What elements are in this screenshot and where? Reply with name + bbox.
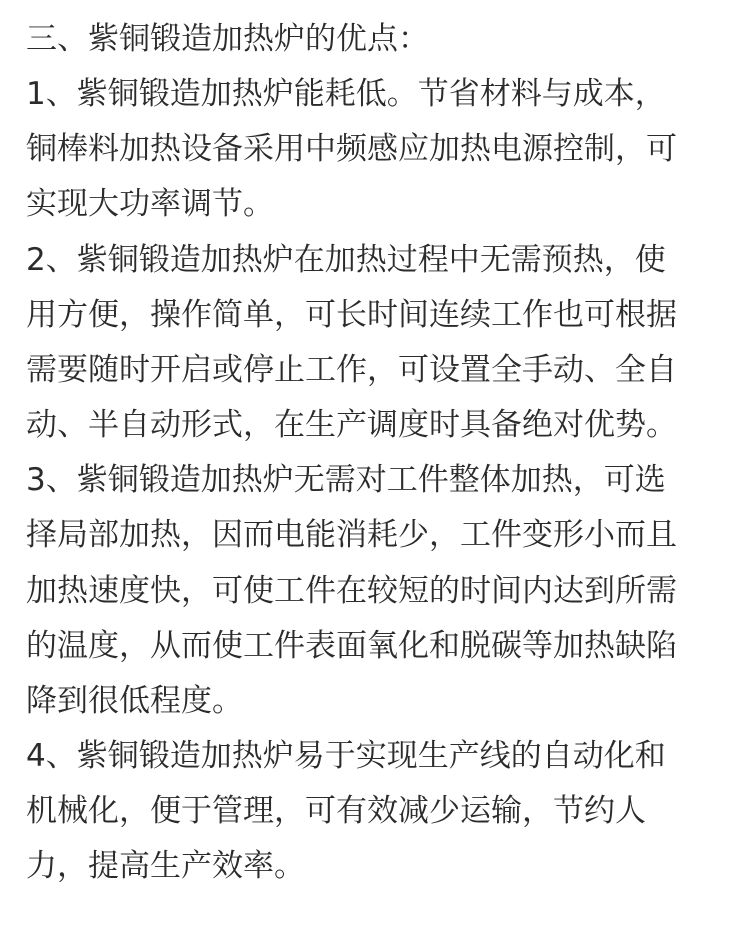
- point-2-line-2: 用方便，操作简单，可长时间连续工作也可根据: [26, 297, 677, 333]
- point-3-line-3: 加热速度快，可使工件在较短的时间内达到所需: [26, 573, 677, 609]
- point-3-line-4: 的温度，从而使工件表面氧化和脱碳等加热缺陷: [26, 628, 677, 664]
- point-4-line-1: 4、紫铜锻造加热炉易于实现生产线的自动化和: [26, 738, 666, 774]
- point-1-line-1: 1、紫铜锻造加热炉能耗低。节省材料与成本，: [26, 76, 666, 112]
- point-4-line-2: 机械化，便于管理，可有效减少运输，节约人: [26, 793, 646, 829]
- point-3-line-2: 择局部加热，因而电能消耗少，工件变形小而且: [26, 517, 677, 553]
- point-2-line-4: 动、半自动形式，在生产调度时具备绝对优势。: [26, 407, 677, 443]
- point-4-line-3: 力，提高生产效率。: [26, 848, 305, 884]
- point-1-line-2: 铜棒料加热设备采用中频感应加热电源控制，可: [26, 131, 677, 167]
- point-2-line-1: 2、紫铜锻造加热炉在加热过程中无需预热，使: [26, 242, 666, 278]
- point-1-line-3: 实现大功率调节。: [26, 186, 274, 222]
- point-2-line-3: 需要随时开启或停止工作，可设置全手动、全自: [26, 352, 677, 388]
- point-3-line-5: 降到很低程度。: [26, 683, 243, 719]
- section-heading: 三、紫铜锻造加热炉的优点：: [26, 21, 429, 57]
- point-3-line-1: 3、紫铜锻造加热炉无需对工件整体加热，可选: [26, 462, 666, 498]
